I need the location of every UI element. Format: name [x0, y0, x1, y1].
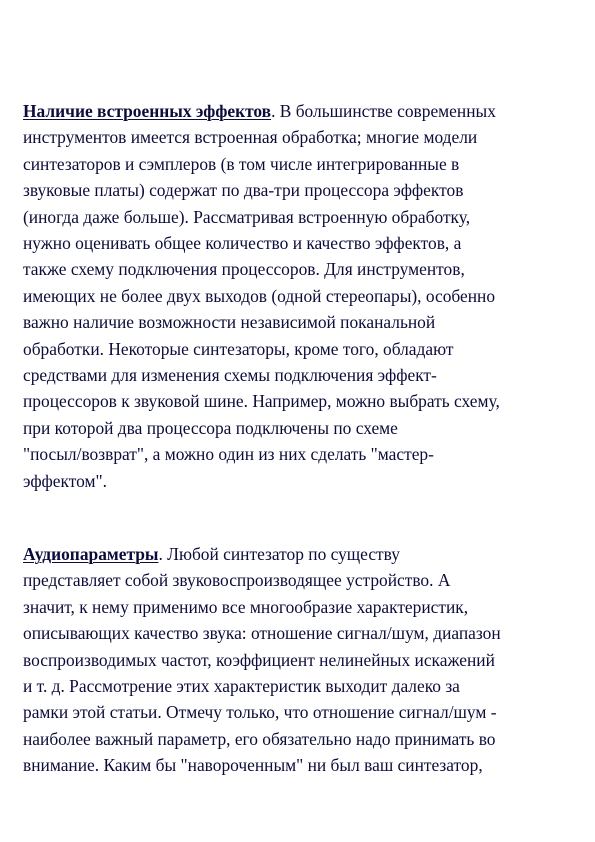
paragraph-built-in-effects [23, 98, 575, 494]
text-line: и т. д. Рассмотрение этих характеристик выходит далеко за [23, 676, 460, 697]
text-line: рамки этой статьи. Отмечу только, что отношение сигнал/шум - [23, 702, 497, 723]
text-line: эффектом". [23, 470, 107, 491]
text-line: обработки. Некоторые синтезаторы, кроме того, обладают [23, 338, 454, 359]
text-line: процессоров к звуковой шине. Например, можно выбрать схему, [23, 391, 500, 412]
text-line: представляет собой звуковоспроизводящее устройство. А [23, 570, 451, 591]
text-line: синтезаторов и сэмплеров (в том числе интегрированные в [23, 153, 460, 174]
text-line: Аудиопараметры. Любой синтезатор по существу [23, 544, 400, 564]
paragraph-heading: Наличие встроенных эффектов [23, 101, 272, 121]
text-line: имеющих не более двух выходов (одной стереопары), особенно [23, 285, 496, 306]
text-line: средствами для изменения схемы подключения эффект- [23, 365, 437, 386]
paragraph-audio-parameters [23, 541, 575, 779]
text-line: воспроизводимых частот, коэффициент нелинейных искажений [23, 649, 495, 670]
text-line: инструментов имеется встроенная обработка; многие модели [23, 127, 478, 148]
text-line: при которой два процессора подключены по схеме [23, 417, 398, 438]
text-line: также схему подключения процессоров. Для инструментов, [23, 259, 465, 280]
text-line: нужно оценивать общее количество и качество эффектов, а [23, 233, 462, 254]
text-line: описывающих качество звука: отношение сигнал/шум, диапазон [23, 623, 501, 644]
paragraph-heading: Аудиопараметры [23, 544, 159, 564]
text-line: звуковые платы) содержат по два-три процессора эффектов [23, 180, 464, 201]
text-line: Наличие встроенных эффектов. В большинстве современных [23, 101, 496, 121]
text-line: внимание. Каким бы "навороченным" ни был ваш синтезатор, [23, 755, 483, 776]
text-line: (иногда даже больше). Рассматривая встроенную обработку, [23, 206, 471, 227]
text-line: важно наличие возможности независимой поканальной [23, 312, 436, 333]
text-line: наиболее важный параметр, его обязательно надо принимать во [23, 728, 496, 749]
text-line: "посыл/возврат", а можно один из них сделать "мастер- [23, 444, 434, 465]
text-line: значит, к нему применимо все многообразие характеристик, [23, 596, 469, 617]
